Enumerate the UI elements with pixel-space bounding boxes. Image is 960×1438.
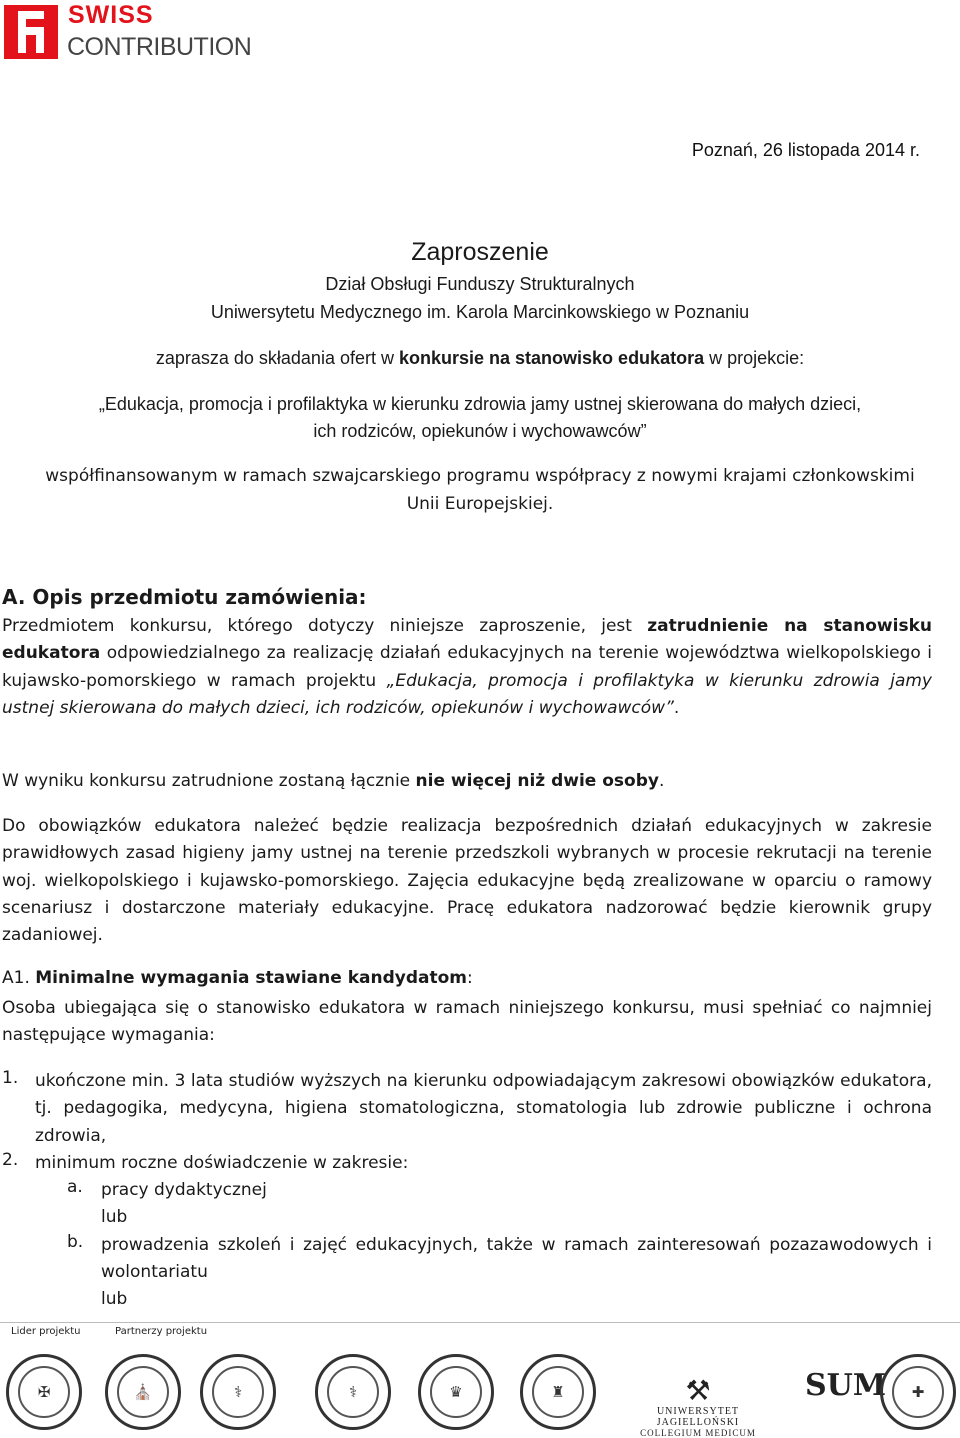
leader-label: Lider projektu xyxy=(11,1326,81,1337)
p2-end: . xyxy=(658,771,665,791)
project-title-line-1: „Edukacja, promocja i profilaktyka w kierunku zdrowia jamy ustnej skierowana do małych dzieci, xyxy=(98,394,862,414)
sublist-item-b-or: lub xyxy=(101,1289,128,1309)
section-a-paragraph-3: Do obowiązków edukatora należeć będzie realizacja bezpośrednich działań edukacyjnych w zakresie prawidłowych zasad higieny jamy ustnej na terenie przedszkoli wybranych w procesie rekrutacji na terenie woj. wielkopolskiego i kujawsko-pomorskiego. Zajęcia edukacyjne będą zrealizowane w oparciu o ramowy scenariusz i dostarczone materiały edukacyjne. Pracę edukatora nadzorować będzie kierownik grupy zadaniowej. xyxy=(2,816,932,946)
org-line-2: Uniwersytetu Medycznego im. Karola Marcinkowskiego w Poznaniu xyxy=(210,302,750,322)
list-item-1-number: 1. xyxy=(2,1068,19,1088)
sublist-item-a-or: lub xyxy=(101,1207,128,1227)
p2-text-a: W wyniku konkursu zatrudnione zostaną łącznie xyxy=(2,771,416,791)
p1-italic-project: „Edukacja, promocja i profilaktyka w kierunku zdrowia jamy ustnej skierowana do małych dzieci, ich rodziców, opiekunów i wychowawców” xyxy=(2,670,932,718)
uj-collegium-medicum-logo xyxy=(618,1376,778,1438)
sublist-item-b-number: b. xyxy=(67,1232,84,1252)
a1-heading-bold: Minimalne wymagania stawiane kandydatom xyxy=(35,968,467,988)
a1-colon: : xyxy=(467,968,473,988)
project-title-line-2: ich rodziców, opiekunów i wychowawców” xyxy=(313,421,647,441)
p1-bold: zatrudnienie na stanowisku edukatora xyxy=(2,616,932,664)
invite-bold: konkursie na stanowisko edukatora xyxy=(398,348,705,368)
p2-bold: nie więcej niż dwie osoby xyxy=(415,771,659,791)
document-title: Zaproszenie xyxy=(411,238,549,266)
umb-bialystok-seal-icon: ⚕ xyxy=(315,1354,391,1430)
a1-label: A1. xyxy=(2,968,36,988)
sublist-item-b-text: prowadzenia szkoleń i zajęć edukacyjnych, także w ramach zainteresowań pozazawodowych i wolontariatu xyxy=(101,1235,932,1283)
section-a1-heading xyxy=(2,968,473,988)
footer-partners xyxy=(0,1316,960,1436)
p1-text-b: odpowiedzialnego za realizację działań edukacyjnych na terenie województwa wielkopolskiego i kujawsko-pomorskiego w ramach projektu xyxy=(2,643,932,691)
section-a-paragraph-1 xyxy=(2,613,932,722)
gumed-gdansk-seal-icon: ⚕ xyxy=(200,1354,276,1430)
pmwsz-opole-seal-icon: ✚ xyxy=(880,1354,956,1430)
sum-katowice-logo: SUM xyxy=(805,1368,887,1403)
list-item-1-text: ukończone min. 3 lata studiów wyższych na kierunku odpowiadającym zakresowi obowiązków edukatora, tj. pedagogika, medycyna, higiena stomatologiczna, stomatologia lub zdrowie publiczne i ochrona zdrowia, xyxy=(35,1071,932,1146)
swiss-cross-icon xyxy=(4,5,58,59)
uj-emblem-icon: ⚒ xyxy=(685,1374,711,1407)
document-date: Poznań, 26 listopada 2014 r. xyxy=(691,140,920,160)
sublist-item-a-number: a. xyxy=(67,1177,83,1197)
invite-post: w projekcie: xyxy=(704,348,805,368)
um-lublin-seal-icon: ♜ xyxy=(520,1354,596,1430)
partners-label: Partnerzy projektu xyxy=(115,1326,208,1337)
ump-poznan-seal-icon: ✠ xyxy=(6,1354,82,1430)
list-item-2-text: minimum roczne doświadczenie w zakresie: xyxy=(35,1153,409,1173)
p1-text-a: Przedmiotem konkursu, którego dotyczy niniejsze zaproszenie, jest xyxy=(2,616,648,636)
sublist-item-a-text: pracy dydaktycznej xyxy=(101,1180,267,1200)
footer-divider xyxy=(0,1322,960,1323)
section-a-paragraph-2 xyxy=(2,768,932,795)
swiss-contribution-logo xyxy=(4,1,264,61)
section-a-heading: A. Opis przedmiotu zamówienia: xyxy=(2,585,367,609)
logo-text-swiss: SWISS xyxy=(68,1,154,29)
uj-name: UNIWERSYTET JAGIELLOŃSKI xyxy=(656,1406,740,1428)
p1-end: . xyxy=(673,697,680,718)
uj-cm-name: COLLEGIUM MEDICUM xyxy=(640,1428,756,1438)
list-item-2-number: 2. xyxy=(2,1150,19,1170)
logo-text-contribution: CONTRIBUTION xyxy=(67,33,252,61)
invite-pre: zaprasza do składania ofert w xyxy=(155,348,399,368)
cofinancing-line-1: współfinansowanym w ramach szwajcarskiego programu współpracy z nowymi krajami członkowskimi xyxy=(45,466,915,486)
cofinancing-line-2: Unii Europejskiej. xyxy=(406,494,554,514)
pum-szczecin-seal-icon: ⛪ xyxy=(105,1354,181,1430)
invitation-text xyxy=(0,348,960,369)
section-a1-intro: Osoba ubiegająca się o stanowisko edukatora w ramach niniejszego konkursu, musi spełniać co najmniej następujące wymagania: xyxy=(2,998,932,1046)
wum-warszawa-seal-icon: ♛ xyxy=(418,1354,494,1430)
org-line-1: Dział Obsługi Funduszy Strukturalnych xyxy=(325,274,635,294)
